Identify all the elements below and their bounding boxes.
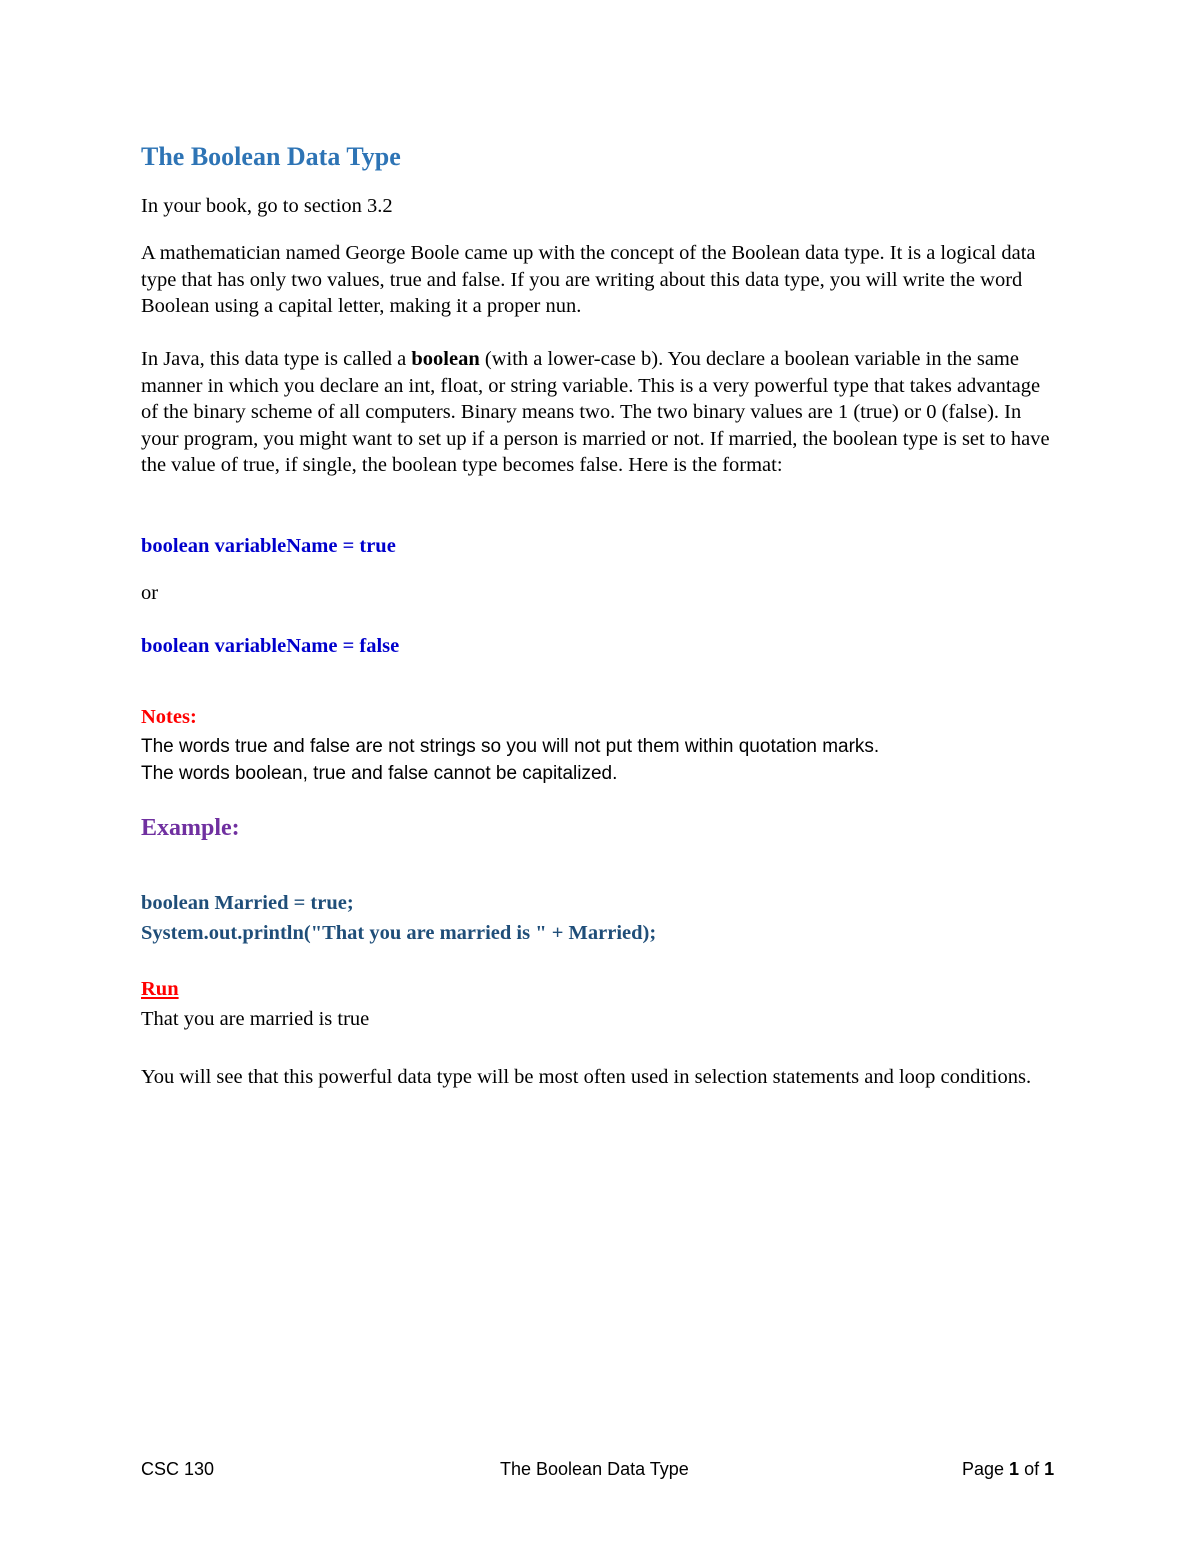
closing-paragraph: You will see that this powerful data type will be most often used in selection statements and loop conditions. [141, 1066, 1032, 1088]
notes-label: Notes: [141, 706, 197, 728]
format-or-text: or [141, 582, 159, 604]
footer-course: CSC 130 [141, 1459, 215, 1479]
notes-line-2: The words boolean, true and false cannot be capitalized. [141, 763, 618, 784]
page-title: The Boolean Data Type [141, 142, 401, 171]
footer-page-current: 1 [1009, 1459, 1020, 1479]
run-output: That you are married is true [141, 1008, 370, 1030]
notes-line-1: The words true and false are not strings so you will not put them within quotation marks. [141, 736, 880, 757]
footer-page-total: 1 [1044, 1459, 1055, 1479]
document-page [141, 0, 1071, 1553]
footer-page-of: of [1019, 1459, 1045, 1479]
footer-page-prefix: Page [962, 1459, 1010, 1479]
example-code-line-1: boolean Married = true; [141, 892, 354, 914]
intro-text: In your book, go to section 3.2 [141, 195, 393, 217]
para2-before: In Java, this data type is called a [141, 348, 412, 370]
example-code-line-2: System.out.println("That you are married is " + Married); [141, 922, 657, 944]
run-label: Run [141, 978, 179, 1000]
paragraph-boole: A mathematician named George Boole came up with the concept of the Boolean data type. It is a logical data type that has only two values, true and false. If you are writing about this data type, you will write the word Boolean using a capital letter, making it a proper nun. [141, 242, 1036, 317]
format-true-code: boolean variableName = true [141, 535, 396, 557]
footer-document-title: The Boolean Data Type [500, 1459, 689, 1479]
footer-page-number [962, 1459, 1054, 1480]
format-false-code: boolean variableName = false [141, 635, 400, 657]
paragraph-java-boolean [141, 346, 1061, 479]
para2-bold-boolean: boolean [411, 348, 480, 370]
example-label: Example: [141, 815, 240, 841]
para2-after: (with a lower-case b). You declare a boolean variable in the same manner in which you declare an int, float, or string variable. This is a very powerful type that takes advantage of the binary scheme of all computers. Binary means two. The two binary values are 1 (true) or 0 (false). In your program, you might want to set up if a person is married or not. If married, the boolean type is set to have the value of true, if single, the boolean type becomes false. Here is the format: [141, 348, 1050, 476]
